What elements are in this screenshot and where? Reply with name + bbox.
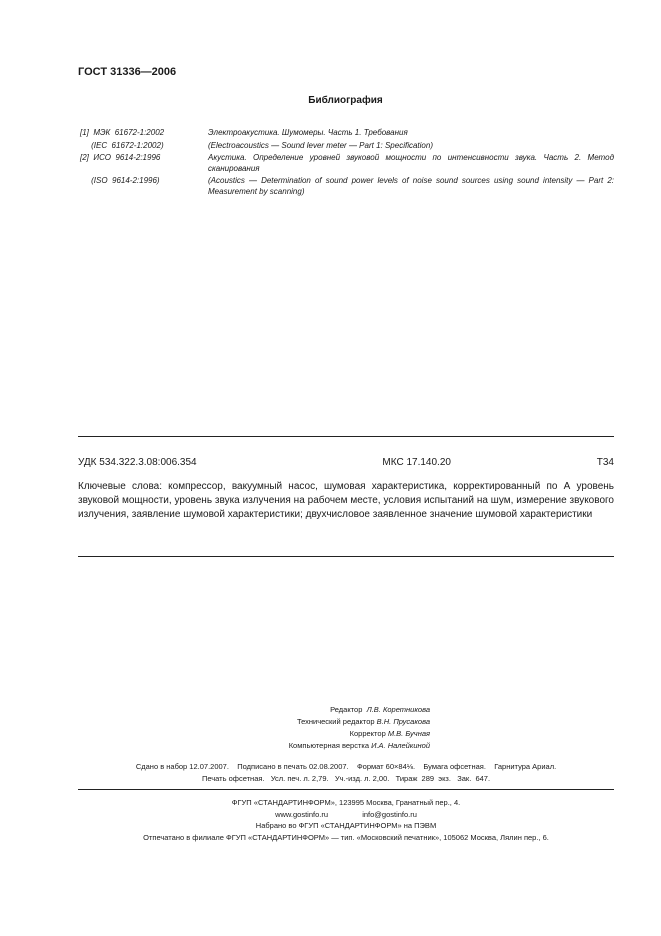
- mks-code: МКС 17.140.20: [382, 457, 451, 468]
- credit-name: Л.В. Коретникова: [366, 705, 430, 714]
- classification-row: [78, 457, 614, 468]
- bibliography-ref: [1] МЭК 61672-1:2002: [80, 128, 165, 137]
- bibliography-text: Электроакустика. Шумомеры. Часть 1. Требования: [208, 128, 408, 137]
- imprint-line: Печать офсетная. Усл. печ. л. 2,79. Уч.-изд. л. 2,00. Тираж 289 экз. Зак. 647.: [201, 774, 491, 783]
- udk-code: УДК 534.322.3.08:006.354: [78, 457, 197, 468]
- credit-role: Технический редактор: [296, 717, 375, 726]
- typeset-note: Набрано во ФГУП «СТАНДАРТИНФОРМ» на ПЭВМ: [255, 821, 437, 830]
- credit-line: [0, 704, 430, 716]
- publisher-website[interactable]: www.gostinfo.ru: [275, 809, 329, 819]
- printing-note: Отпечатано в филиале ФГУП «СТАНДАРТИНФОРМ» — тип. «Московский печатник», 105062 Москва, Лялин пер., 6.: [143, 832, 549, 842]
- bibliography-ref: (ISO 9614-2:1996): [80, 176, 160, 185]
- standard-header: ГОСТ 31336—2006: [78, 66, 177, 78]
- divider-top: [78, 436, 614, 437]
- bibliography-text: Акустика. Определение уровней звуковой мощности по интенсивности звука. Часть 2. Метод сканирования: [208, 153, 614, 173]
- imprint-line: Сдано в набор 12.07.2007. Подписано в печать 02.08.2007. Формат 60×84⅛. Бумага офсетная. Гарнитура Ариал.: [135, 762, 557, 771]
- bibliography-entry: [80, 176, 614, 197]
- credit-role: Корректор: [349, 729, 386, 738]
- publisher-contacts: [78, 809, 614, 821]
- credit-line: [0, 740, 430, 752]
- credit-line: [0, 728, 430, 740]
- credit-name: В.Н. Прусакова: [376, 717, 430, 726]
- credit-name: И.А. Налейкиной: [371, 741, 430, 750]
- divider-bottom: [78, 556, 614, 557]
- bibliography-entry: [80, 153, 614, 174]
- credit-role: Компьютерная верстка: [288, 741, 370, 750]
- credits-block: [0, 704, 661, 752]
- credit-name: М.В. Бучная: [387, 729, 430, 738]
- credit-role: Редактор: [330, 705, 363, 714]
- bibliography-title: Библиография: [308, 95, 383, 106]
- publisher-email[interactable]: info@gostinfo.ru: [362, 809, 417, 819]
- bibliography-text: (Acoustics — Determination of sound power levels of noise sound sources using sound intensity — Part 2: Measurement by scanning): [208, 176, 614, 196]
- bibliography-text: (Electroacoustics — Sound lever meter — Part 1: Specification): [208, 140, 433, 150]
- publisher-footer: [78, 797, 614, 843]
- keywords-paragraph: Ключевые слова: компрессор, вакуумный насос, шумовая характеристика, корректированный по А уровень звуковой мощности, уровень звука излучения на рабочем месте, условия испытаний на шум, измерение звукового излучения, заявление шумовой характеристики; двухчисловое заявленное значение шумовой характеристики: [78, 481, 614, 520]
- bibliography-ref: (IEC 61672-1:2002): [80, 140, 164, 150]
- bibliography-entry: [80, 141, 614, 152]
- imprint-block: [78, 761, 614, 785]
- divider-footer: [78, 789, 614, 790]
- bibliography-ref: [2] ИСО 9614-2:1996: [80, 153, 161, 162]
- bibliography-list: [80, 128, 614, 199]
- category-code: Т34: [596, 457, 614, 468]
- publisher-address: ФГУП «СТАНДАРТИНФОРМ», 123995 Москва, Гранатный пер., 4.: [231, 798, 461, 807]
- credit-line: [0, 716, 430, 728]
- bibliography-entry: [80, 128, 614, 139]
